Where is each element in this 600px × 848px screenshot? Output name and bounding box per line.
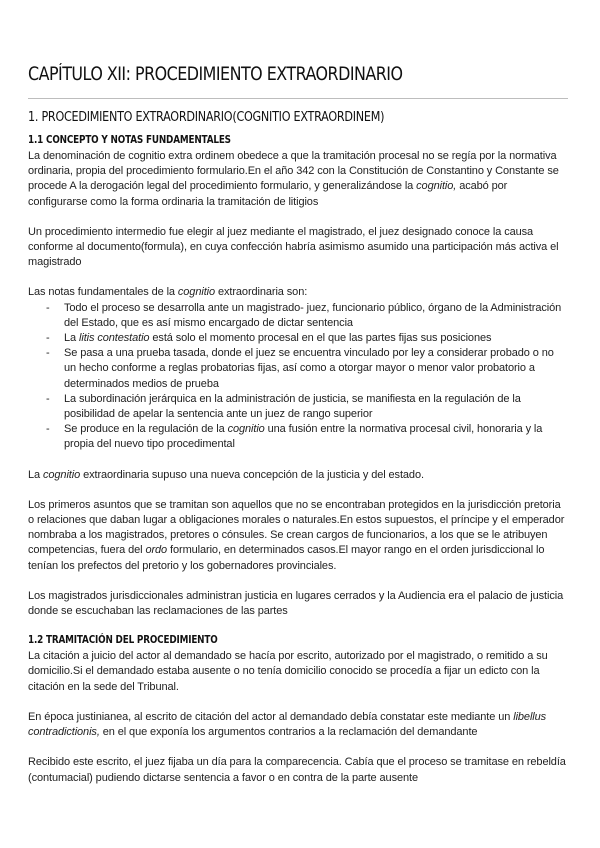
paragraph-primeros-asuntos: Los primeros asuntos que se tramitan son aquellos que no se encontraban protegidos en la jurisdicción pretoria o relaciones que daban lugar a obligaciones morales o naturales.En estos supuestos, el príncipe y el emperador nombraba a los magistrados, pretores o cónsules. Se crean cargos de funcionarios, a los que se le atribuyen competencias, fuera del ordo formulario, en determinados casos.El mayor rango en el orden jurisdiccional lo tenían los prefectos del pretorio y los gobernadores provinciales.	[28, 498, 565, 572]
list-item: - Todo el proceso se desarrolla ante un magistrado- juez, funcionario público, órgano de la Administración del Estado, que es así mismo encargado de dictar sentencia	[64, 301, 568, 331]
list-item: - La subordinación jerárquica en la administración de justicia, se manifiesta en la regulación de la posibilidad de apelar la sentencia ante un juez de rango superior	[64, 392, 568, 422]
document-body	[28, 110, 568, 786]
title-divider	[28, 98, 568, 99]
section-heading: 1. PROCEDIMIENTO EXTRAORDINARIO(COGNITIO EXTRAORDINEM)	[28, 110, 385, 125]
notes-list	[28, 301, 568, 453]
paragraph-epoca-justinianea: En época justinianea, al escrito de citación del actor al demandado debía constatar este mediante un libellus contradictionis, en el que exponía los argumentos contrarios a la reclamación del demandante	[28, 710, 547, 739]
chapter-title: CAPÍTULO XII: PROCEDIMIENTO EXTRAORDINARIO	[28, 64, 403, 86]
paragraph-procedimiento-intermedio: Un procedimiento intermedio fue elegir al juez mediante el magistrado, el juez designado conoce la causa conforme al documento(formula), en cuya confección habría asimismo asumido una participación más activa el magistrado	[28, 225, 559, 269]
paragraph-notas-intro: Las notas fundamentales de la cognitio extraordinaria son:	[28, 286, 308, 299]
paragraph-magistrados: Los magistrados jurisdiccionales administran justicia en lugares cerrados y la Audiencia era el palacio de justicia donde se escuchaban las reclamaciones de las partes	[28, 589, 564, 618]
paragraph-citacion: La citación a juicio del actor al demandado se hacía por escrito, autorizado por el magistrado, o remitido a su domicilio.Si el demandado estaba ausente o no tenía domicilio conocido se procedía a fijar un edicto con la citación en la sede del Tribunal.	[28, 650, 548, 693]
subsection-heading-tramitacion: 1.2 TRAMITACIÓN DEL PROCEDIMIENTO	[28, 634, 218, 647]
paragraph-nueva-concepcion: La cognitio extraordinaria supuso una nueva concepción de la justicia y del estado.	[28, 468, 424, 481]
paragraph-comparecencia: Recibido este escrito, el juez fijaba un día para la comparecencia. Cabía que el proceso se tramitase en rebeldía (contumacial) pudiendo dictarse sentencia a favor o en contra de la parte ausente	[28, 756, 566, 784]
paragraph-denominacion: La denominación de cognitio extra ordinem obedece a que la tramitación procesal no se regía por la normativa ordinaria, propia del procedimiento formulario.En el año 342 con la Constitución de Constantino y Constante se procede A la derogación legal del procedimiento formulario, y generalizándose la cognitio, acabó por configurarse como la forma ordinaria la tramitación de litigios	[28, 150, 559, 208]
list-item: - Se pasa a una prueba tasada, donde el juez se encuentra vinculado por ley a considerar probado o no un hecho conforme a reglas probatorias fijas, así como a otorgar mayor o menor valor probatorio a determinados medios de prueba	[64, 346, 568, 392]
subsection-heading-concepto: 1.1 CONCEPTO Y NOTAS FUNDAMENTALES	[28, 134, 231, 146]
list-item: - La litis contestatio está solo el momento procesal en el que las partes fijas sus posiciones	[64, 331, 568, 346]
list-item: - Se produce en la regulación de la cognitio una fusión entre la normativa procesal civil, honoraria y la propia del nuevo tipo procedimental	[64, 422, 568, 452]
